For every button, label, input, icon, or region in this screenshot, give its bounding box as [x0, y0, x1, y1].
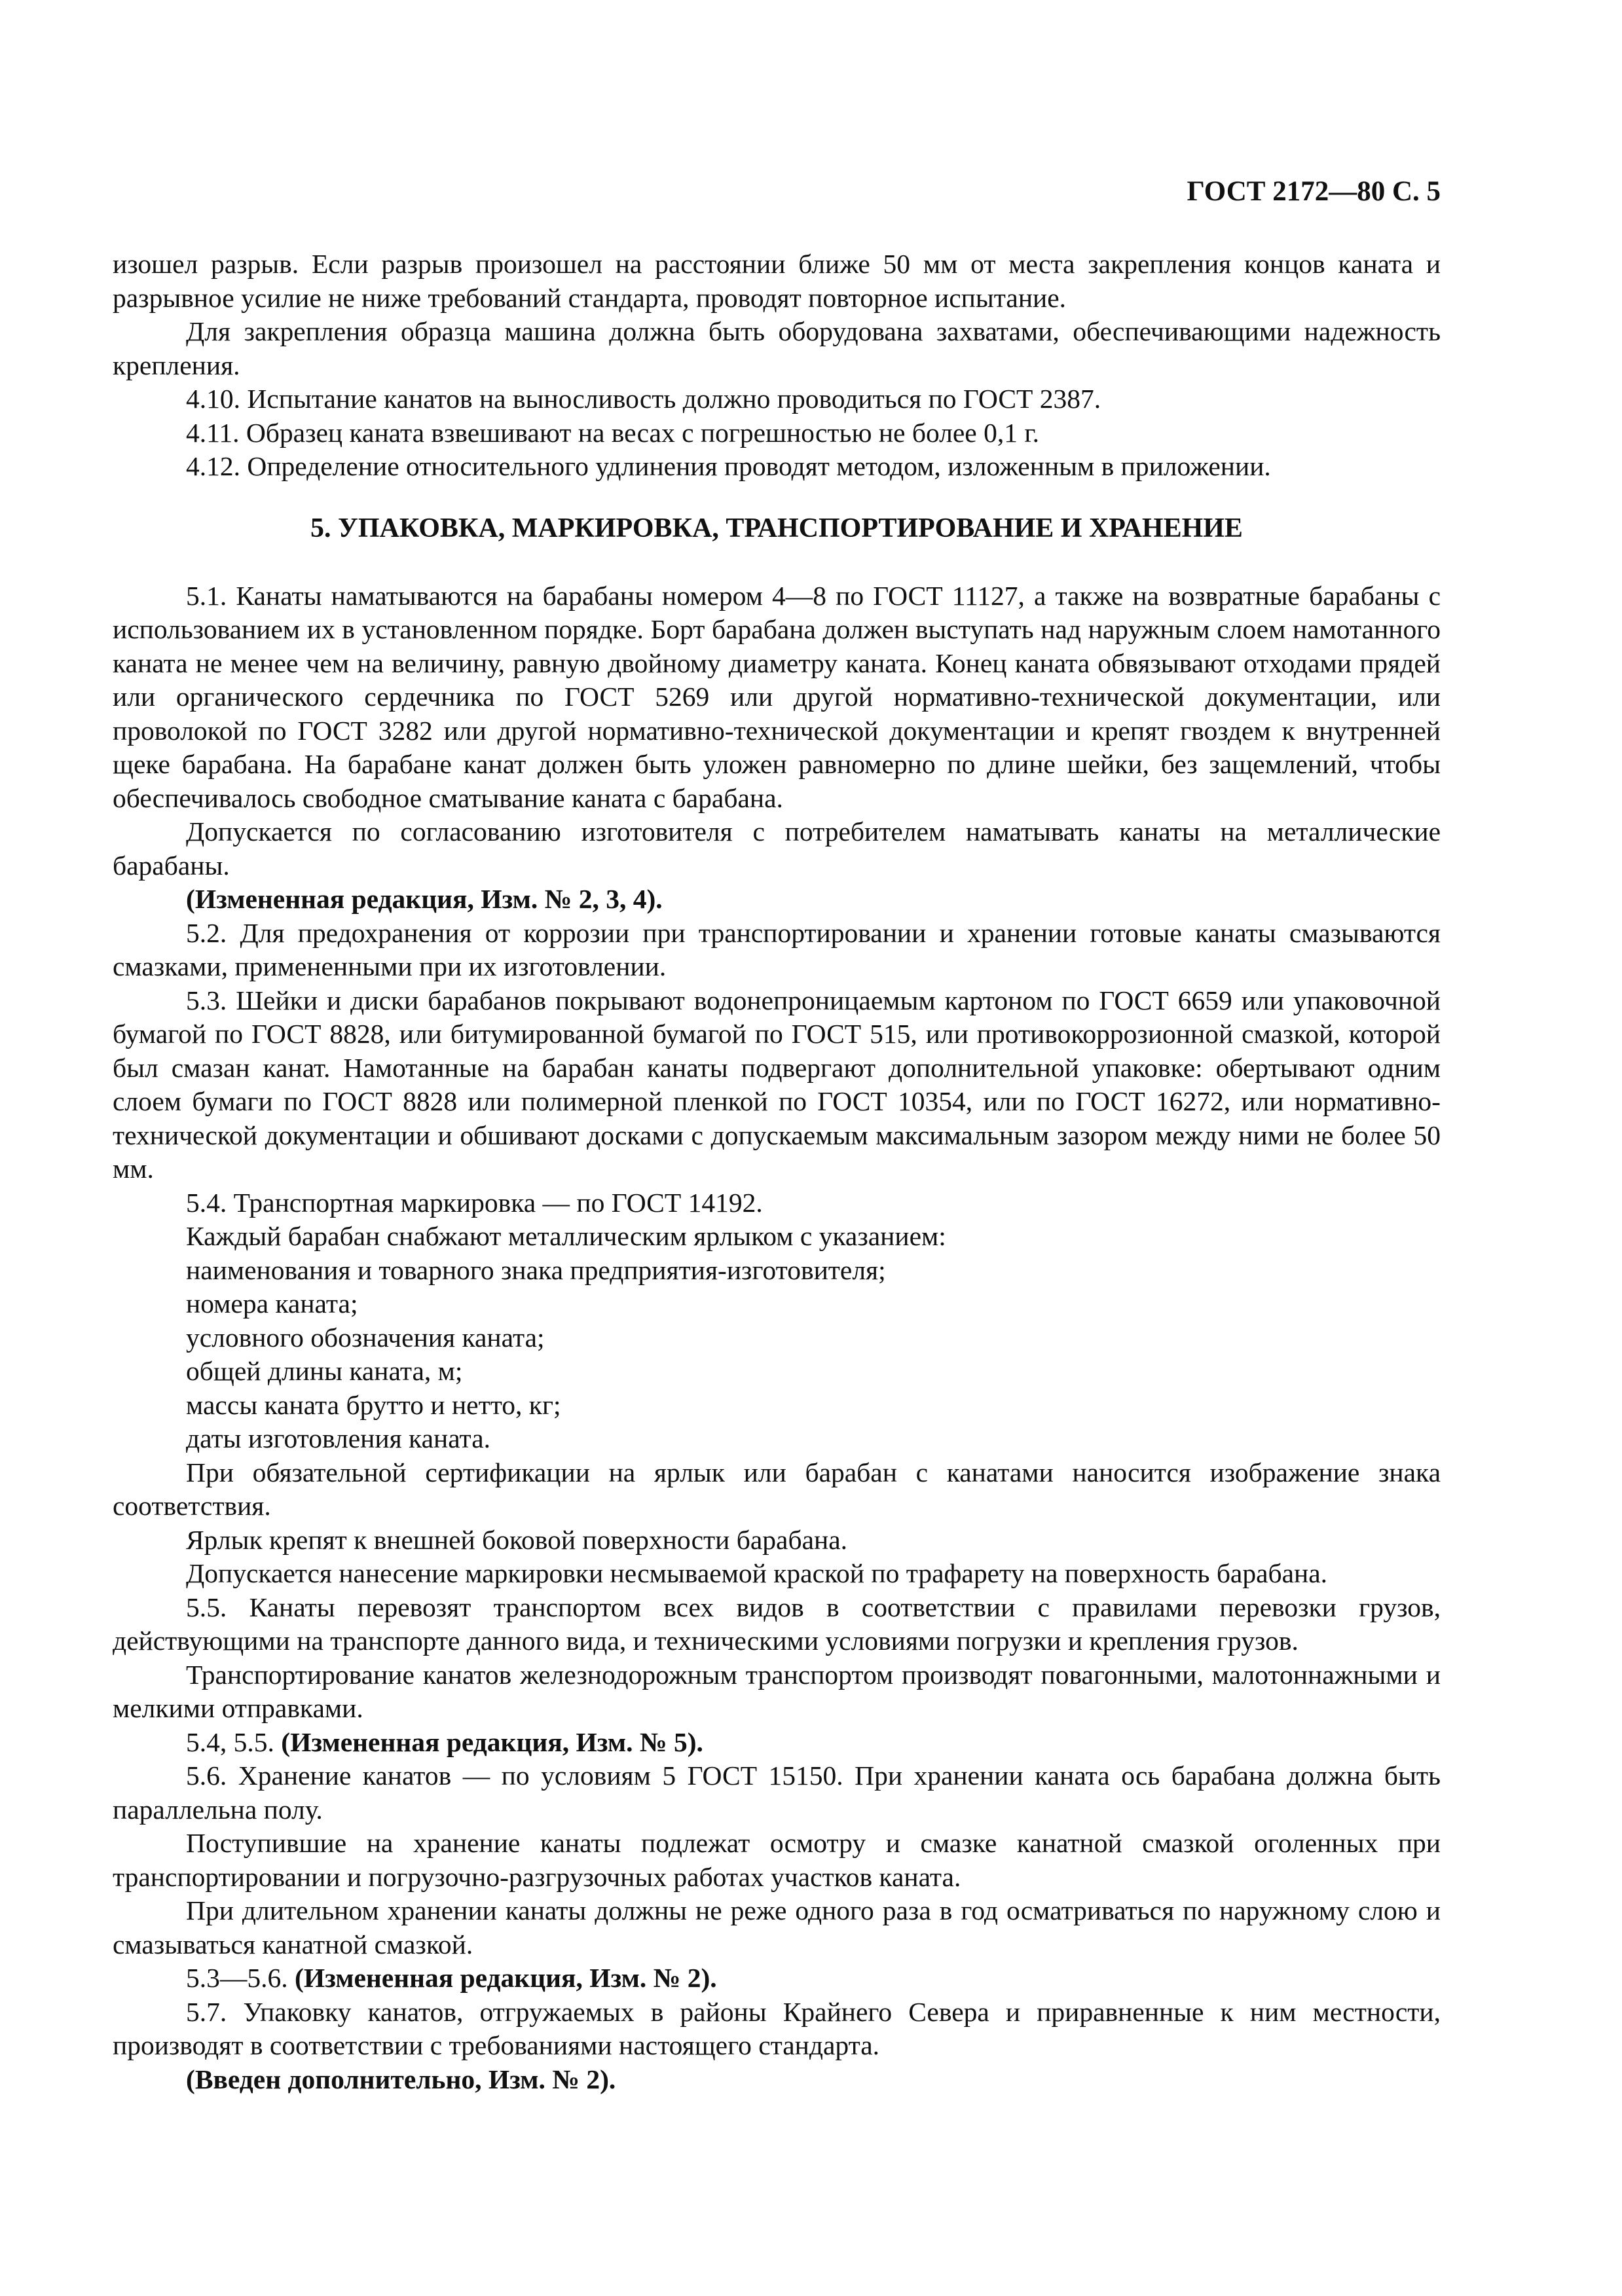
document-body [113, 247, 1441, 2096]
paragraph: Транспортирование канатов железнодорожным транспортом производят повагонными, малотоннажными и мелкими отправками. [113, 1659, 1441, 1723]
clause-5-5: 5.5. Канаты перевозят транспортом всех видов в соответствии с правилами перевозки грузов, действующими на транспорте данного вида, и техническими условиями погрузки и крепления грузов. [113, 1592, 1441, 1656]
paragraph: Допускается нанесение маркировки несмываемой краской по трафарету на поверхность барабана. [186, 1558, 1328, 1588]
paragraph: Каждый барабан снабжают металлическим ярлыком с указанием: [186, 1221, 946, 1251]
list-item: общей длины каната, м; [186, 1356, 463, 1386]
clause-4-11: 4.11. Образец каната взвешивают на весах с погрешностью не более 0,1 г. [186, 417, 1040, 448]
list-item: условного обозначения каната; [186, 1322, 545, 1353]
list-item: номера каната; [186, 1288, 358, 1319]
amendment-note: (Измененная редакция, Изм. № 2, 3, 4). [186, 884, 663, 914]
list-item: даты изготовления каната. [186, 1423, 490, 1453]
amendment-line [113, 1961, 1441, 1995]
paragraph: Допускается по согласованию изготовителя с потребителем наматывать канаты на металлические барабаны. [113, 816, 1441, 881]
clause-5-3: 5.3. Шейки и диски барабанов покрывают водонепроницаемым картоном по ГОСТ 6659 или упаковочной бумагой по ГОСТ 8828, или битумированной бумагой по ГОСТ 515, или противокоррозионной смазкой, которой был смазан канат. Намотанные на барабан канаты подвергают дополнительной упаковке: обертывают одним слоем бумаги по ГОСТ 8828 или полимерной пленкой по ГОСТ 10354, или по ГОСТ 16272, или нормативно-технической документации и обшивают досками с допускаемым максимальным зазором между ними не более 50 мм. [113, 985, 1441, 1184]
amendment-note: (Измененная редакция, Изм. № 5). [281, 1726, 703, 1757]
clause-4-10: 4.10. Испытание канатов на выносливость должно проводиться по ГОСТ 2387. [186, 384, 1101, 414]
list-item: массы каната брутто и нетто, кг; [186, 1389, 561, 1420]
paragraph: Поступившие на хранение канаты подлежат осмотру и смазке канатной смазкой оголенных при транспортировании и погрузочно-разгрузочных работах участков каната. [113, 1828, 1441, 1892]
amendment-note: (Измененная редакция, Изм. № 2). [295, 1963, 717, 1993]
clause-5-2: 5.2. Для предохранения от коррозии при транспортировании и хранении готовые канаты смазываются смазками, примененными при их изготовлении. [113, 917, 1441, 981]
clause-5-7: 5.7. Упаковку канатов, отгружаемых в районы Крайнего Севера и приравненные к ним местности, производят в соответствии с требованиями настоящего стандарта. [113, 1996, 1441, 2060]
paragraph: Для закрепления образца машина должна быть оборудована захватами, обеспечивающими надежность крепления. [113, 316, 1441, 380]
list-item: наименования и товарного знака предприятия-изготовителя; [186, 1254, 886, 1285]
clause-5-4: 5.4. Транспортная маркировка — по ГОСТ 14192. [186, 1187, 763, 1218]
amendment-ref: 5.4, 5.5. [186, 1726, 274, 1757]
paragraph: При обязательной сертификации на ярлык или барабан с канатами наносится изображение знака соответствия. [113, 1457, 1441, 1521]
amendment-ref: 5.3—5.6. [186, 1963, 288, 1993]
amendment-note: (Введен дополнительно, Изм. № 2). [186, 2064, 616, 2094]
amendment-line [113, 1726, 1441, 1760]
clause-5-1: 5.1. Канаты наматываются на барабаны номером 4—8 по ГОСТ 11127, а также на возвратные барабаны с использованием их в установленном порядке. Борт барабана должен выступать над наружным слоем намотанного каната не менее чем на величину, равную двойному диаметру каната. Конец каната обвязывают отходами прядей или органического сердечника по ГОСТ 5269 или другой нормативно-технической документации, или проволокой по ГОСТ 3282 или другой нормативно-технической документации и крепят гвоздем к внутренней щеке барабана. На барабане канат должен быть уложен равномерно по длине шейки, без защемлений, чтобы обеспечивалось свободное сматывание каната с барабана. [113, 580, 1441, 813]
paragraph: При длительном хранении канаты должны не реже одного раза в год осматриваться по наружному слою и смазываться канатной смазкой. [113, 1895, 1441, 1959]
paragraph: изошел разрыв. Если разрыв произошел на расстоянии ближе 50 мм от места закрепления концов каната и разрывное усилие не ниже требований стандарта, проводят повторное испытание. [113, 249, 1441, 313]
page-header: ГОСТ 2172—80 С. 5 [1187, 176, 1441, 207]
paragraph: Ярлык крепят к внешней боковой поверхности барабана. [186, 1524, 848, 1555]
section-title: 5. УПАКОВКА, МАРКИРОВКА, ТРАНСПОРТИРОВАНИЕ И ХРАНЕНИЕ [310, 513, 1243, 543]
clause-4-12: 4.12. Определение относительного удлинения проводят методом, изложенным в приложении. [186, 451, 1271, 481]
clause-5-6: 5.6. Хранение канатов — по условиям 5 ГОСТ 15150. При хранении каната ось барабана должна быть параллельна полу. [113, 1760, 1441, 1825]
